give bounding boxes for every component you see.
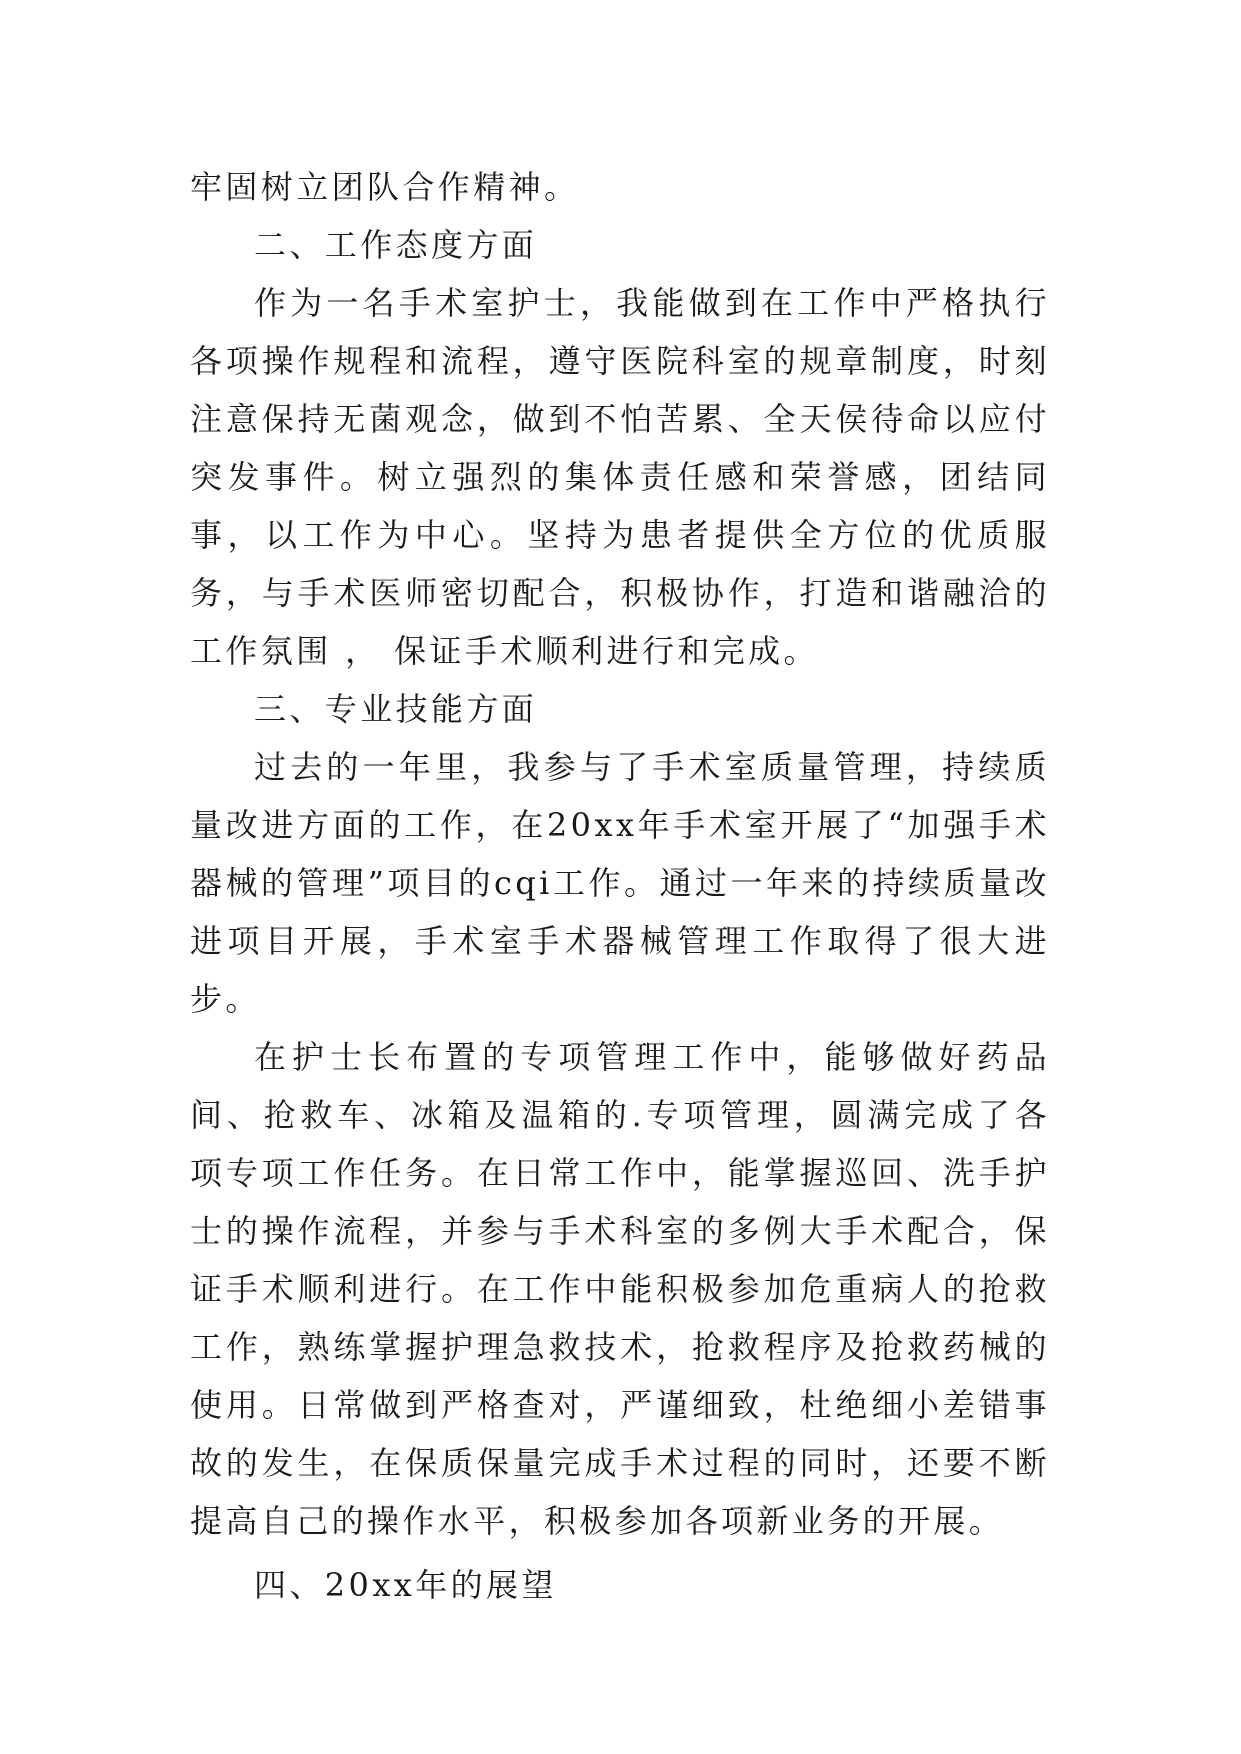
section-heading-work-attitude: 二、工作态度方面 [254,226,538,264]
section-heading-outlook: 四、20xx年的展望 [254,1566,557,1604]
paragraph-work-attitude: 作为一名手术室护士，我能做到在工作中严格执行各项操作规程和流程，遵守医院科室的规章制度，时刻注意保持无菌观念，做到不怕苦累、全天侯待命以应付突发事件。树立强烈的集体责任感和荣誉感，团结同事，以工作为中心。坚持为患者提供全方位的优质服务，与手术医师密切配合，积极协作，打造和谐融洽的工作氛围 ， 保证手术顺利进行和完成。 [190,284,1050,670]
section-heading-professional-skills: 三、专业技能方面 [254,690,538,728]
paragraph-teamwork-ending: 牢固树立团队合作精神。 [190,168,580,206]
document-body [190,158,1050,1614]
paragraph-special-management: 在护士长布置的专项管理工作中，能够做好药品间、抢救车、冰箱及温箱的.专项管理，圆满完成了各项专项工作任务。在日常工作中，能掌握巡回、洗手护士的操作流程，并参与手术科室的多例大手术配合，保证手术顺利进行。在工作中能积极参加危重病人的抢救工作，熟练掌握护理急救技术，抢救程序及抢救药械的使用。日常做到严格查对，严谨细致，杜绝细小差错事故的发生，在保质保量完成手术过程的同时，还要不断提高自己的操作水平，积极参加各项新业务的开展。 [190,1038,1050,1540]
paragraph-quality-management: 过去的一年里，我参与了手术室质量管理，持续质量改进方面的工作，在20xx年手术室开展了“加强手术器械的管理”项目的cqi工作。通过一年来的持续质量改进项目开展，手术室手术器械管理工作取得了很大进步。 [190,748,1050,1018]
